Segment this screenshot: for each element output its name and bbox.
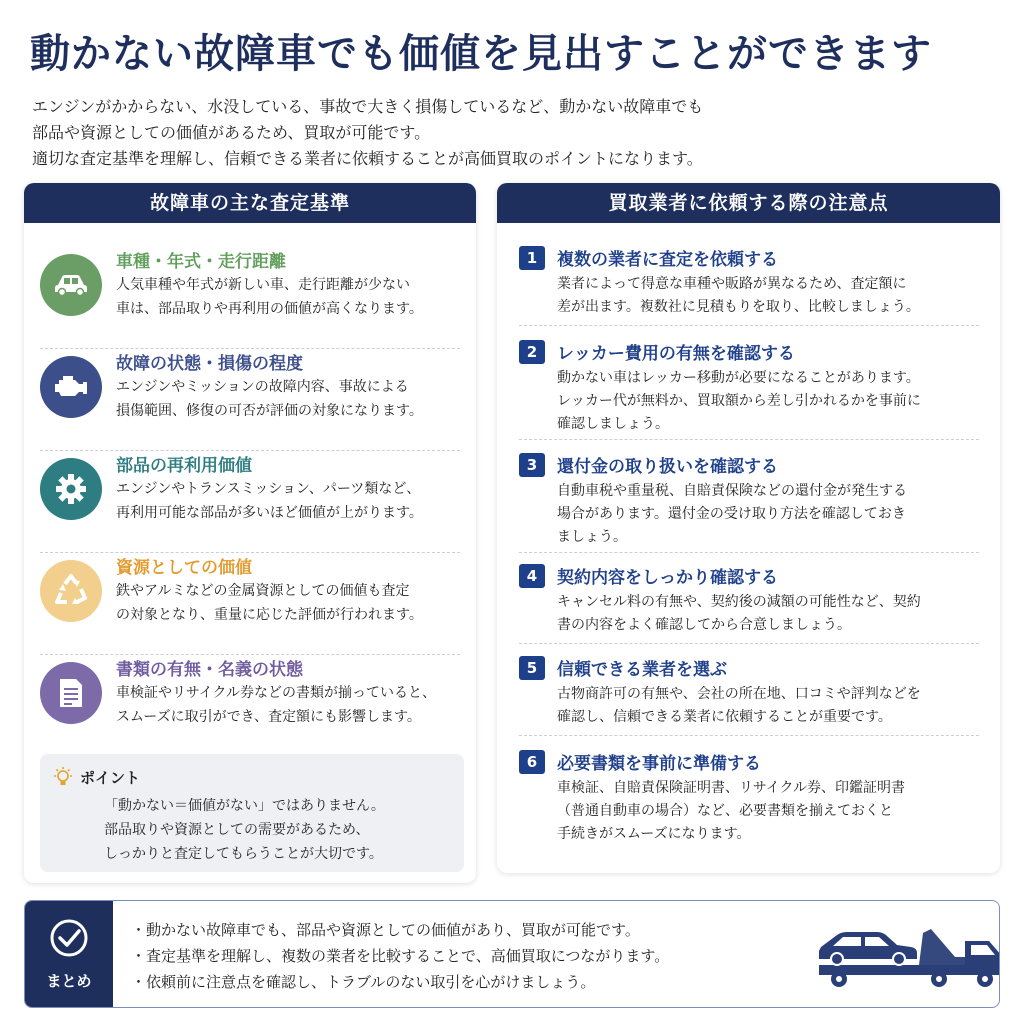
criterion-item: [40, 553, 460, 655]
step-title: 信頼できる業者を選ぶ: [557, 660, 727, 680]
step-number: 1: [519, 246, 545, 270]
criterion-title: 車種・年式・走行距離: [116, 252, 286, 272]
document-icon: [40, 662, 102, 724]
step-desc-line: 手続きがスムーズになります。: [557, 826, 751, 842]
step-desc: [557, 480, 907, 549]
criterion-desc-line: の対象となり、重量に応じた評価が行われます。: [116, 607, 423, 623]
intro-line: 部品や資源としての価値があるため、買取が可能です。: [32, 123, 431, 142]
caution-step: [519, 338, 979, 440]
criterion-item: [40, 349, 460, 451]
criteria-panel: [24, 183, 476, 883]
lightbulb-icon: [52, 766, 74, 794]
car-icon: [40, 254, 102, 316]
point-label: ポイント: [80, 769, 141, 787]
caution-step: [519, 748, 979, 858]
criterion-title: 資源としての価値: [116, 558, 252, 578]
criterion-desc-line: 鉄やアルミなどの金属資源としての価値も査定: [116, 583, 410, 599]
criterion-desc: [116, 273, 423, 321]
step-number: 5: [519, 656, 545, 680]
step-title: 必要書類を事前に準備する: [557, 754, 761, 774]
criterion-title: 書類の有無・名義の状態: [116, 660, 303, 680]
point-text: [104, 794, 385, 866]
summary-box: [24, 900, 1000, 1008]
cautions-panel: [497, 183, 1000, 873]
criterion-desc-line: 再利用可能な部品が多いほど価値が上がります。: [116, 505, 423, 521]
criterion-desc: [116, 579, 423, 627]
caution-step: [519, 562, 979, 644]
criterion-desc-line: 人気車種や年式が新しい車、走行距離が少ない: [116, 277, 410, 293]
step-desc-line: 書の内容をよく確認してから合意しましょう。: [557, 617, 851, 633]
step-desc-line: キャンセル料の有無や、契約後の減額の可能性など、契約: [557, 594, 921, 610]
page-title: 動かない故障車でも価値を見出すことができます: [30, 31, 932, 77]
engine-icon: [40, 356, 102, 418]
criterion-desc-line: エンジンやトランスミッション、パーツ類など、: [116, 481, 421, 497]
step-desc-line: 確認しましょう。: [557, 416, 669, 432]
summary-item: ・ 査定基準を理解し、複数の業者を比較することで、高価買取につながります。: [131, 943, 669, 969]
caution-step: [519, 451, 979, 553]
criterion-desc-line: 損傷範囲、修復の可否が評価の対象になります。: [116, 403, 423, 419]
point-text-line: 部品取りや資源としての需要があるため、: [104, 822, 370, 838]
intro-text: [32, 94, 992, 172]
criterion-desc: [116, 375, 423, 423]
step-desc-line: 場合があります。還付金の受け取り方法を確認しておき: [557, 506, 906, 522]
step-desc-line: 自動車税や重量税、自賠責保険などの還付金が発生する: [557, 483, 907, 499]
cautions-header: 買取業者に依頼する際の注意点: [497, 183, 1000, 223]
caution-step: [519, 654, 979, 736]
step-desc-line: 動かない車はレッカー移動が必要になることがあります。: [557, 370, 920, 386]
step-desc-line: 確認し、信頼できる業者に依頼することが重要です。: [557, 709, 892, 725]
step-number: 6: [519, 750, 545, 774]
point-text-line: しっかりと査定してもらうことが大切です。: [104, 846, 383, 862]
step-number: 3: [519, 453, 545, 477]
summary-item: ・ 動かない故障車でも、部品や資源としての価値があり、買取が可能です。: [131, 917, 669, 943]
step-desc-line: ましょう。: [557, 529, 627, 545]
step-title: 複数の業者に査定を依頼する: [557, 250, 778, 270]
step-desc-line: レッカー代が無料か、買取額から差し引かれるかを事前に: [557, 393, 921, 409]
step-desc-line: 業者によって得意な車種や販路が異なるため、査定額に: [557, 276, 907, 292]
criterion-desc-line: スムーズに取引ができ、査定額にも影響します。: [116, 709, 421, 725]
step-title: 還付金の取り扱いを確認する: [557, 457, 778, 477]
tow-truck-icon: [815, 921, 1000, 993]
step-desc-line: 車検証、自賠責保険証明書、リサイクル券、印鑑証明書: [557, 780, 906, 796]
step-title: 契約内容をしっかり確認する: [557, 568, 778, 588]
step-desc-line: （普通自動車の場合）など、必要書類を揃えておくと: [557, 803, 893, 819]
step-title: レッカー費用の有無を確認する: [557, 344, 795, 364]
point-text-line: 「動かない＝価値がない」ではありません。: [104, 798, 385, 814]
gear-icon: [40, 458, 102, 520]
criterion-title: 故障の状態・損傷の程度: [116, 354, 303, 374]
summary-label: まとめ: [46, 971, 92, 990]
point-box: [40, 754, 464, 872]
step-number: 4: [519, 564, 545, 588]
criterion-item: [40, 247, 460, 349]
criterion-desc-line: エンジンやミッションの故障内容、事故による: [116, 379, 409, 395]
criterion-desc-line: 車検証やリサイクル券などの書類が揃っていると、: [116, 685, 437, 701]
summary-item: ・ 依頼前に注意点を確認し、トラブルのない取引を心がけましょう。: [131, 969, 669, 995]
step-desc-line: 差が出ます。複数社に見積もりを取り、比較しましょう。: [557, 299, 920, 315]
criterion-desc: [116, 477, 423, 525]
step-number: 2: [519, 340, 545, 364]
criterion-title: 部品の再利用価値: [116, 456, 252, 476]
criterion-desc-line: 車は、部品取りや再利用の価値が高くなります。: [116, 301, 423, 317]
step-desc: [557, 777, 905, 846]
step-desc-line: 古物商許可の有無や、会社の所在地、口コミや評判などを: [557, 686, 921, 702]
check-circle-icon: [49, 918, 89, 962]
criterion-item: [40, 451, 460, 553]
step-desc: [557, 273, 920, 319]
step-desc: [557, 683, 921, 729]
recycle-icon: [40, 560, 102, 622]
summary-list: [131, 917, 669, 995]
step-desc: [557, 367, 921, 436]
criterion-item: [40, 655, 460, 757]
criteria-header: 故障車の主な査定基準: [24, 183, 476, 223]
summary-badge: [25, 901, 113, 1007]
criterion-desc: [116, 681, 436, 729]
intro-line: エンジンがかからない、水没している、事故で大きく損傷しているなど、動かない故障車でも: [32, 97, 704, 116]
step-desc: [557, 591, 921, 637]
caution-step: [519, 244, 979, 326]
intro-line: 適切な査定基準を理解し、信頼できる業者に依頼することが高価買取のポイントになります。: [32, 149, 703, 168]
